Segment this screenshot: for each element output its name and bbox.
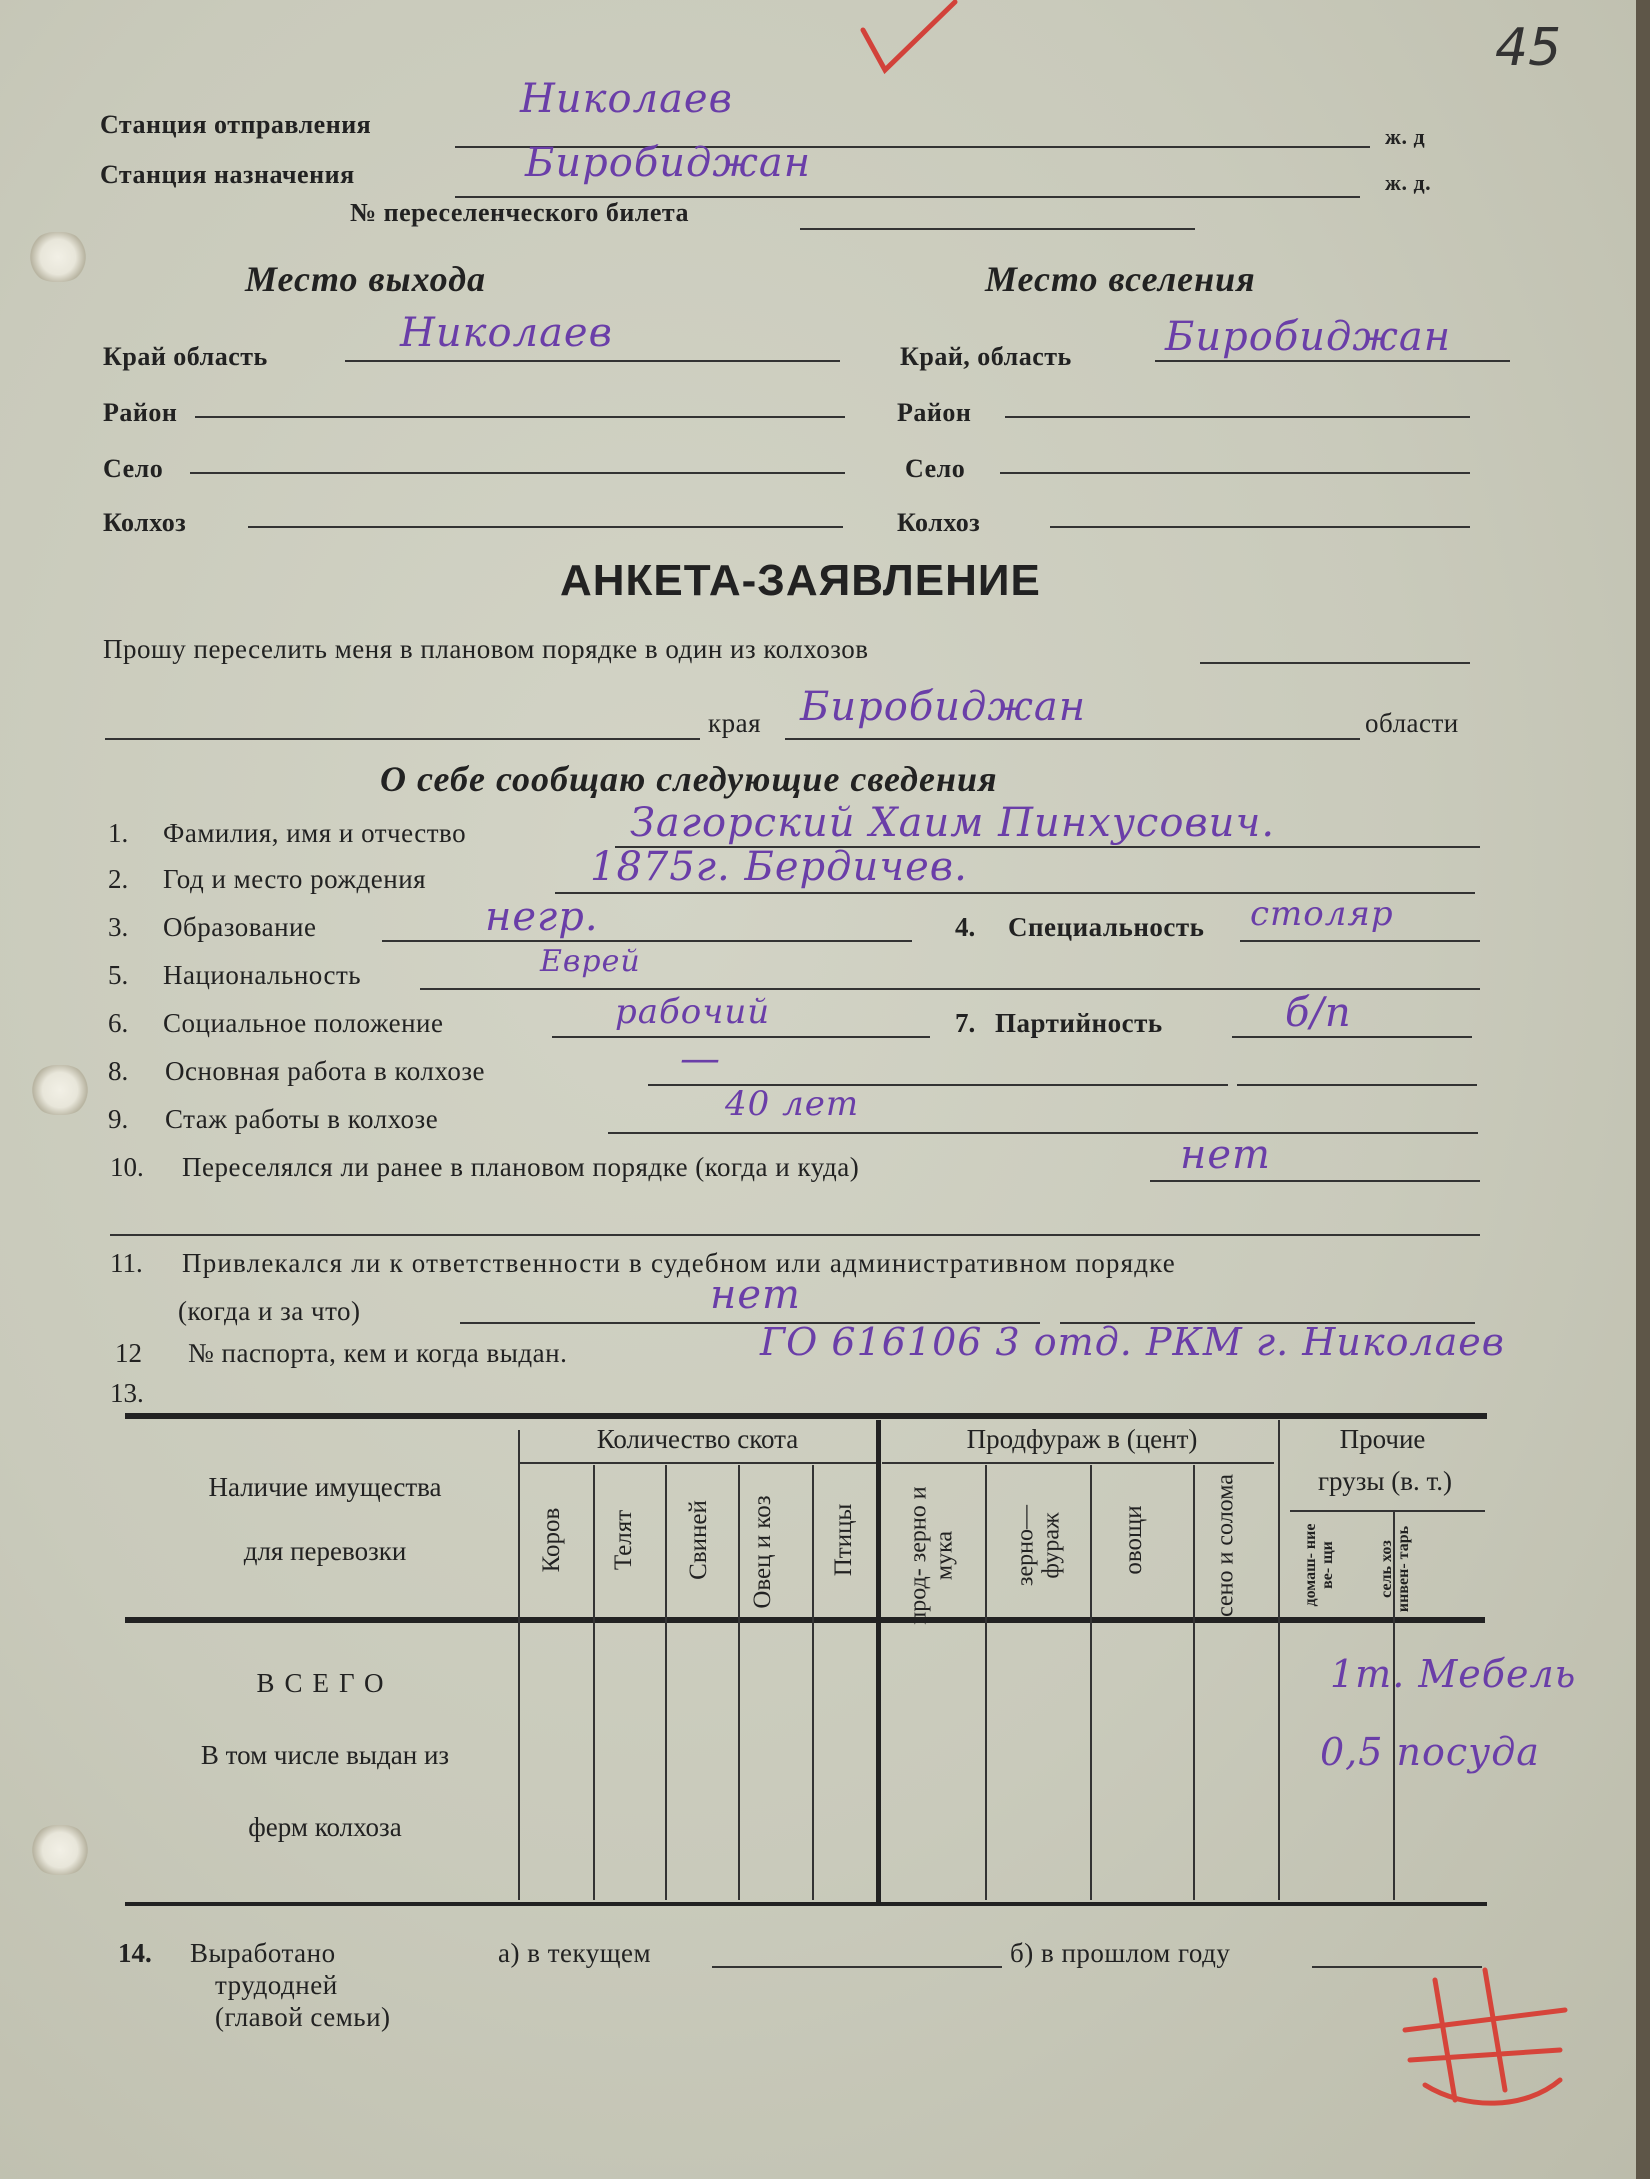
farms-label: ферм колхоза <box>248 1812 402 1842</box>
kraya-label: края <box>708 708 762 738</box>
destination-station-value: Биробиджан <box>525 140 812 186</box>
incl-label: В том числе выдан из <box>200 1740 450 1770</box>
exit-place-heading: Место выхода <box>245 259 487 299</box>
specialty-value: столяр <box>1250 894 1394 934</box>
page-title: АНКЕТА-ЗАЯВЛЕНИЕ <box>560 556 1041 605</box>
full-name-label: Фамилия, имя и отчество <box>163 818 467 848</box>
other-cargo-value-2: 0,5 посуда <box>1320 1730 1540 1774</box>
feed-header: Продфураж в (цент) <box>966 1424 1198 1454</box>
col-farm-tools: сель хоз инвен- тарь <box>1378 1525 1412 1613</box>
col-sheep-goats: Овец и коз <box>749 1495 776 1609</box>
field-number: 1. <box>108 818 129 848</box>
field-number: 3. <box>108 912 129 942</box>
request-line: Прошу переселить меня в плановом порядке в один из колхозов <box>103 634 869 664</box>
field-line <box>345 360 840 362</box>
field-line <box>608 1132 1478 1134</box>
field-number: 7. <box>955 1008 976 1038</box>
other-header-2: грузы (в. т.) <box>1317 1466 1453 1496</box>
field-line <box>552 1036 930 1038</box>
check-mark-icon <box>855 0 965 80</box>
settle-place-heading: Место вселения <box>985 259 1256 299</box>
workdays-previous-label: б) в прошлом году <box>1010 1938 1231 1968</box>
table-line <box>1290 1510 1485 1512</box>
settle-kolkhoz-label: Колхоз <box>897 508 981 537</box>
party-value: б/п <box>1285 990 1352 1036</box>
exit-district-label: Район <box>103 398 178 427</box>
work-experience-label: Стаж работы в колхозе <box>165 1104 439 1134</box>
field-line <box>1240 940 1480 942</box>
field-number: 4. <box>955 912 976 942</box>
col-grain-flour: прод- зерно и мука <box>905 1486 958 1625</box>
prior-resettlement-value: нет <box>1180 1132 1271 1178</box>
punch-hole <box>30 1065 90 1115</box>
work-experience-value: 40 лет <box>725 1084 860 1124</box>
field-line <box>1005 416 1470 418</box>
nationality-value: Еврей <box>540 944 641 979</box>
field-line <box>785 738 1360 740</box>
birth-label: Год и место рождения <box>163 864 427 894</box>
prosecution-label-2: (когда и за что) <box>178 1296 361 1326</box>
field-line <box>190 472 845 474</box>
rail-abbr: ж. д. <box>1385 170 1432 195</box>
field-number: 6. <box>108 1008 129 1038</box>
prosecution-value: нет <box>710 1272 801 1318</box>
rail-abbr: ж. д <box>1385 124 1426 149</box>
property-label: Наличие имущества <box>208 1472 442 1502</box>
field-number: 12 <box>115 1338 142 1368</box>
prior-resettlement-label: Переселялся ли ранее в плановом порядке (когда и куда) <box>182 1152 860 1182</box>
table-top-border <box>125 1413 1487 1419</box>
settle-district-label: Район <box>897 398 972 427</box>
col-household: домаш- ние ве- щи <box>1302 1523 1336 1607</box>
table-bottom-border <box>125 1902 1487 1906</box>
field-line <box>248 526 843 528</box>
field-number: 5. <box>108 960 129 990</box>
main-work-value: — <box>680 1036 721 1082</box>
field-line <box>1050 526 1470 528</box>
col-grain-fodder: зерно— фураж <box>1012 1505 1065 1586</box>
party-label: Партийность <box>995 1008 1163 1038</box>
other-header: Прочие <box>1339 1424 1426 1454</box>
field-number: 9. <box>108 1104 129 1134</box>
passport-label: № паспорта, кем и когда выдан. <box>188 1338 568 1368</box>
table-line <box>1090 1465 1092 1900</box>
workdays-label-2: трудодней <box>215 1970 338 2000</box>
col-calves: Телят <box>610 1509 637 1571</box>
education-label: Образование <box>163 912 317 942</box>
archive-number: 45 <box>1495 18 1562 78</box>
table-line <box>876 1420 881 1905</box>
field-line <box>1155 360 1510 362</box>
field-line <box>382 940 912 942</box>
table-header-border <box>1165 1617 1485 1623</box>
field-line <box>195 416 845 418</box>
full-name-value: Загорский Хаим Пинхусович. <box>630 800 1276 846</box>
exit-region-label: Край область <box>103 342 268 371</box>
field-line <box>110 1234 1480 1236</box>
field-number: 10. <box>110 1152 144 1182</box>
table-line <box>593 1465 595 1900</box>
passport-value: ГО 616106 3 отд. РКМ г. Николаев <box>760 1320 1505 1364</box>
field-number: 8. <box>108 1056 129 1086</box>
table-line <box>1393 1512 1395 1900</box>
field-number: 2. <box>108 864 129 894</box>
prosecution-label: Привлекался ли к ответственности в судебном или административном порядке <box>182 1248 1176 1278</box>
ticket-label: № переселенческого билета <box>350 198 690 227</box>
workdays-current-label: а) в текущем <box>498 1938 652 1968</box>
specialty-label: Специальность <box>1008 912 1205 942</box>
table-line <box>518 1430 520 1900</box>
field-line <box>1150 1180 1480 1182</box>
workdays-label: Выработано <box>190 1938 336 1968</box>
table-line <box>520 1462 880 1464</box>
col-vegetables: овощи <box>1120 1505 1147 1575</box>
table-line <box>882 1462 1274 1464</box>
birth-value: 1875г. Бердичев. <box>590 844 968 890</box>
col-pigs: Свиней <box>685 1500 712 1580</box>
exit-region-value: Николаев <box>400 310 613 356</box>
col-hay-straw: сено и солома <box>1212 1474 1239 1617</box>
col-cows: Коров <box>538 1507 565 1573</box>
departure-station-value: Николаев <box>520 76 733 122</box>
destination-station-label: Станция назначения <box>100 160 355 189</box>
field-number: 11. <box>110 1248 143 1278</box>
field-line <box>712 1966 1002 1968</box>
table-line <box>1278 1420 1280 1900</box>
kraya-value: Биробиджан <box>800 684 1087 730</box>
table-line <box>985 1465 987 1900</box>
field-line <box>105 738 700 740</box>
col-poultry: Птицы <box>830 1503 857 1577</box>
exit-village-label: Село <box>103 454 164 483</box>
field-number: 14. <box>118 1938 152 1968</box>
table-line <box>812 1465 814 1900</box>
departure-station-label: Станция отправления <box>100 110 372 139</box>
social-status-label: Социальное положение <box>163 1008 444 1038</box>
livestock-header: Количество скота <box>596 1424 799 1454</box>
settle-region-label: Край, область <box>900 342 1072 371</box>
red-scribble-mark <box>1395 1960 1575 2120</box>
social-status-value: рабочий <box>615 992 771 1032</box>
oblast-label: области <box>1365 708 1459 738</box>
punch-hole <box>28 232 88 282</box>
field-line <box>1232 1036 1472 1038</box>
table-line <box>665 1465 667 1900</box>
education-value: негр. <box>485 894 599 940</box>
table-header-border <box>125 1617 1170 1623</box>
field-line <box>1237 1084 1477 1086</box>
total-label: ВСЕГО <box>256 1668 394 1698</box>
field-line <box>1000 472 1470 474</box>
nationality-label: Национальность <box>163 960 362 990</box>
table-line <box>1193 1465 1195 1900</box>
settle-region-value: Биробиджан <box>1165 314 1452 360</box>
binder-edge <box>1636 0 1650 2179</box>
field-line <box>800 228 1195 230</box>
other-cargo-value: 1т. Мебель <box>1330 1652 1577 1696</box>
workdays-label-3: (главой семьи) <box>215 2002 391 2032</box>
settle-village-label: Село <box>905 454 966 483</box>
exit-kolkhoz-label: Колхоз <box>103 508 187 537</box>
field-line <box>1200 662 1470 664</box>
field-number: 13. <box>110 1378 144 1408</box>
info-heading: О себе сообщаю следующие сведения <box>380 759 998 799</box>
main-work-label: Основная работа в колхозе <box>165 1056 485 1086</box>
table-line <box>738 1465 740 1900</box>
property-label-2: для перевозки <box>243 1536 407 1566</box>
punch-hole <box>30 1825 90 1875</box>
